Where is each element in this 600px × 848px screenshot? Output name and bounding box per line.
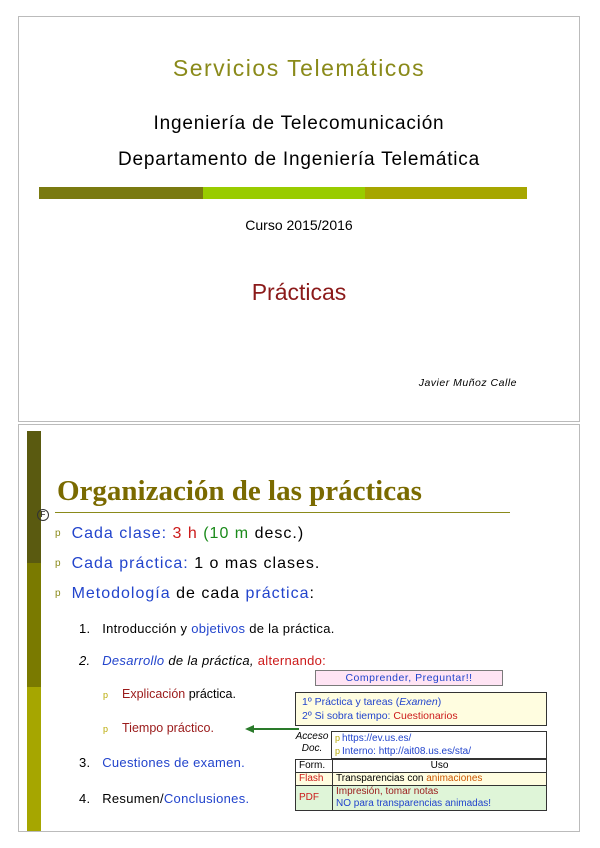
section-title: Prácticas — [251, 279, 347, 305]
department-name: Departamento de Ingeniería Telemática — [118, 149, 480, 170]
practice-steps-box — [295, 692, 547, 726]
title-slide — [18, 16, 580, 422]
internal-link[interactable]: http://ait08.us.es/sta/ — [378, 746, 471, 757]
doc-access-box — [295, 731, 547, 759]
ev-link[interactable]: https://ev.us.es/ — [342, 733, 412, 744]
bullet-methodology: p Metodología de cada práctica: — [55, 585, 315, 602]
step-line-1: 1º Práctica y tareas (Examen) — [302, 696, 442, 708]
bullet-practice-duration: p Cada práctica: 1 o mas clases. — [55, 555, 321, 572]
author-name: Javier Muñoz Calle — [418, 377, 517, 389]
bullet-class-duration: p Cada clase: 3 h (10 m desc.) — [55, 525, 305, 542]
course-title: Servicios Telemáticos — [172, 55, 426, 81]
table-header-row: Form. Uso — [296, 760, 547, 773]
format-usage-table — [295, 759, 547, 811]
subitem-practice-time: p Tiempo práctico. — [103, 721, 214, 735]
vertical-bar-segment-3 — [27, 687, 41, 832]
color-bar-segment-1 — [39, 187, 203, 199]
callout-understand-ask: Comprender, Preguntar!! — [315, 670, 503, 686]
vertical-bar-segment-1 — [27, 431, 41, 563]
step-development: 2. Desarrollo de la práctica, alternando: — [79, 653, 327, 668]
degree-name: Ingeniería de Telecomunicación — [153, 113, 445, 134]
subitem-explanation: p Explicación práctica. — [103, 687, 236, 701]
step-introduction: 1. Introducción y objetivos de la práctica. — [79, 621, 335, 636]
step-exam-questions: 3. Cuestiones de examen. — [79, 755, 246, 770]
color-bar-segment-2 — [203, 187, 365, 199]
content-slide — [18, 424, 580, 832]
access-label: Acceso Doc. — [295, 731, 329, 754]
table-row: Flash Transparencias con animaciones — [296, 773, 547, 786]
step-summary: 4. Resumen/Conclusiones. — [79, 791, 250, 806]
corner-mark-icon: F — [37, 509, 49, 521]
course-year: Curso 2015/2016 — [245, 217, 353, 233]
table-row: PDF Impresión, tomar notas NO para transparencias animadas! — [296, 786, 547, 811]
title-rule — [55, 512, 510, 513]
access-links: p https://ev.us.es/ p Interno: http://ait08.us.es/sta/ — [331, 731, 547, 759]
vertical-bar-segment-2 — [27, 563, 41, 687]
color-bar-segment-3 — [365, 187, 527, 199]
step-line-2: 2º Si sobra tiempo: Cuestionarios — [302, 710, 458, 722]
arrow-left-icon — [245, 725, 299, 733]
slide-title: Organización de las prácticas — [57, 475, 422, 507]
